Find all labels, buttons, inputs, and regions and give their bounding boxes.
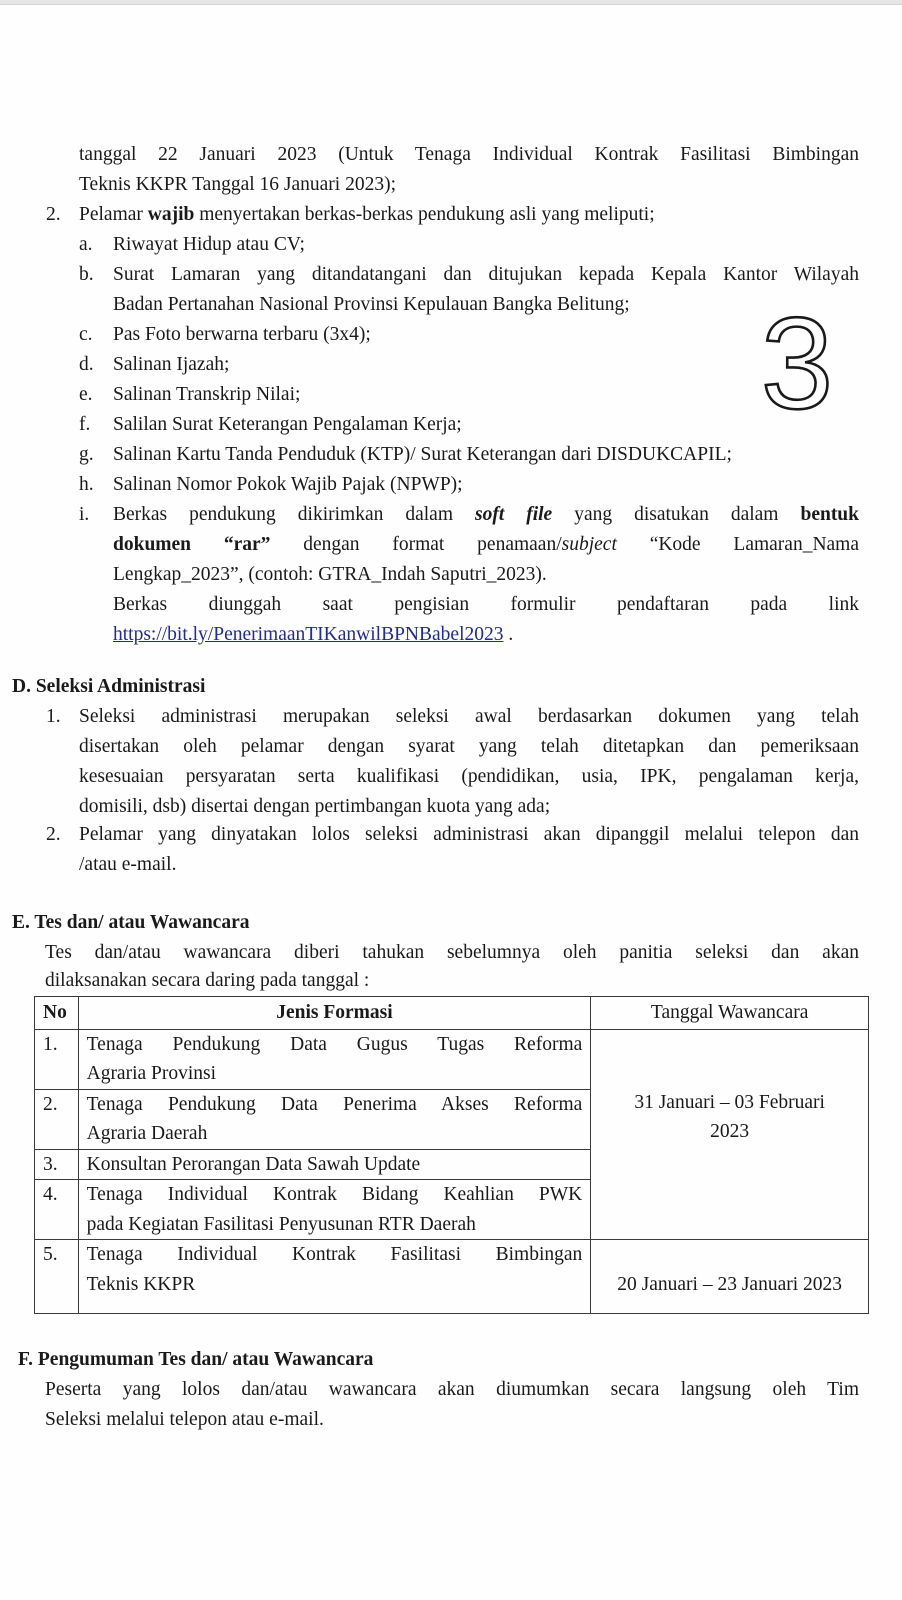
text-run: Berkas pendukung dikirimkan dalam: [113, 504, 475, 525]
list-marker: h.: [79, 474, 94, 495]
subitem-i-line-3: Lengkap_2023”, (contoh: GTRA_Indah Saputri_2023).: [113, 564, 547, 585]
cell-no: 2.: [35, 1089, 79, 1149]
section-f-heading: F. Pengumuman Tes dan/ atau Wawancara: [18, 1349, 374, 1370]
section-d-item-1-line-2: disertakan oleh pelamar dengan syarat yang telah ditetapkan dan pemeriksaan: [79, 736, 859, 757]
section-e-heading: E. Tes dan/ atau Wawancara: [12, 912, 250, 933]
list-marker: a.: [79, 234, 93, 255]
subitem-text: Salinan Kartu Tanda Penduduk (KTP)/ Surat Keterangan dari DISDUKCAPIL;: [113, 444, 732, 465]
interview-schedule-table: [34, 996, 869, 1314]
section-f-line-2: Seleksi melalui telepon atau e-mail.: [45, 1409, 324, 1430]
cell-formasi: [78, 1240, 591, 1314]
section-d-item-2-line-1: Pelamar yang dinyatakan lolos seleksi administrasi akan dipanggil melalui telepon dan: [79, 824, 859, 845]
subitem-text: Salinan Transkrip Nilai;: [113, 384, 301, 405]
emphasis-dokumen-rar: dokumen “rar”: [113, 534, 271, 555]
formasi-line-2: Agraria Daerah: [86, 1123, 208, 1144]
cell-formasi: [78, 1089, 591, 1149]
formasi-line-2: pada Kegiatan Fasilitasi Penyusunan RTR Daerah: [86, 1213, 476, 1235]
table-row: [35, 1029, 869, 1089]
list-marker: f.: [79, 414, 91, 435]
cell-formasi: [78, 1029, 591, 1089]
formasi-line-1: Tenaga Pendukung Data Penerima Akses Reforma: [86, 1093, 583, 1115]
list-marker: 1.: [46, 706, 61, 727]
section-d-heading: D. Seleksi Administrasi: [12, 676, 206, 697]
list-marker: b.: [79, 264, 94, 285]
cell-formasi: [78, 1149, 591, 1180]
cell-no: 3.: [35, 1149, 79, 1180]
list-marker: 2.: [46, 824, 61, 845]
formasi-line-1: Konsultan Perorangan Data Sawah Update: [86, 1153, 421, 1175]
formasi-line-1: Tenaga Individual Kontrak Fasilitasi Bimbingan: [86, 1244, 583, 1265]
section-e-intro-line-1: Tes dan/atau wawancara diberi tahukan sebelumnya oleh panitia seleksi dan akan: [45, 942, 859, 963]
cell-no: 4.: [35, 1180, 79, 1240]
page-number-three-glyph: 3: [760, 300, 834, 420]
cell-no: 5.: [35, 1240, 79, 1314]
section-e-intro-line-2: dilaksanakan secara daring pada tanggal :: [45, 970, 370, 991]
subitem-text: Salilan Surat Keterangan Pengalaman Kerja;: [113, 414, 462, 435]
text-run: dengan format penamaan/: [270, 534, 562, 555]
emphasis-soft-file: soft file: [474, 504, 553, 525]
cell-date-group-1: [591, 1029, 869, 1240]
header-jenis-formasi: Jenis Formasi: [78, 997, 591, 1030]
emphasis-bentuk: bentuk: [800, 504, 859, 525]
text-run: menyertakan berkas-berkas pendukung asli yang meliputi;: [194, 204, 655, 225]
date-group-1-line-1: 31 Januari – 03 Februari: [634, 1091, 825, 1113]
subitem-text: Pas Foto berwarna terbaru (3x4);: [113, 324, 371, 345]
section-d-item-1-line-4: domisili, dsb) disertai dengan pertimbangan kuota yang ada;: [79, 796, 551, 817]
list-marker: g.: [79, 444, 94, 465]
list-marker: 2.: [46, 204, 61, 225]
list-marker: e.: [79, 384, 93, 405]
subitem-i-line-4: Berkas diunggah saat pengisian formulir pendaftaran pada link: [113, 594, 859, 615]
date-group-1-line-2: 2023: [710, 1121, 750, 1143]
cell-formasi: [78, 1180, 591, 1240]
subitem-i-line-5: [113, 620, 513, 650]
text-run: Pelamar: [79, 204, 148, 225]
emphasis-wajib: wajib: [147, 204, 195, 225]
formasi-line-1: Tenaga Individual Kontrak Bidang Keahlian PWK: [86, 1184, 583, 1205]
list-marker: d.: [79, 354, 94, 375]
header-tanggal-wawancara: Tanggal Wawancara: [591, 997, 869, 1030]
continuation-line-2: Teknis KKPR Tanggal 16 Januari 2023);: [79, 174, 396, 195]
cell-no: 1.: [35, 1029, 79, 1089]
subitem-text: Riwayat Hidup atau CV;: [113, 234, 305, 255]
header-no: No: [35, 997, 79, 1030]
table-header-row: [35, 997, 869, 1030]
subitem-text-line-2: Badan Pertanahan Nasional Provinsi Kepulauan Bangka Belitung;: [113, 294, 630, 315]
formasi-line-1: Tenaga Pendukung Data Gugus Tugas Reforma: [86, 1033, 583, 1055]
top-edge-bar: [0, 0, 902, 5]
cell-date-group-2: 20 Januari – 23 Januari 2023: [591, 1240, 869, 1314]
subitem-i-line-1: [113, 500, 859, 530]
formasi-line-2: Teknis KKPR: [86, 1273, 196, 1295]
page-number-overlay: [752, 300, 842, 420]
list-marker: c.: [79, 324, 93, 345]
subitem-text: Salinan Ijazah;: [113, 354, 230, 375]
section-f-line-1: Peserta yang lolos dan/atau wawancara akan diumumkan secara langsung oleh Tim: [45, 1379, 859, 1400]
subitem-i-line-2: [113, 530, 859, 560]
subitem-text: Salinan Nomor Pokok Wajib Pajak (NPWP);: [113, 474, 463, 495]
list-marker: i.: [79, 504, 90, 525]
text-run: “Kode Lamaran_Nama: [616, 534, 859, 555]
section-d-item-2-line-2: /atau e-mail.: [79, 854, 177, 875]
text-run: .: [503, 624, 514, 645]
table-row: [35, 1240, 869, 1314]
emphasis-subject: subject: [561, 534, 617, 555]
section-d-item-1-line-3: kesesuaian persyaratan serta kualifikasi (pendidikan, usia, IPK, pengalaman kerja,: [79, 766, 859, 787]
formasi-line-2: Agraria Provinsi: [86, 1063, 217, 1084]
list-item-2-text: [79, 200, 655, 230]
continuation-line-1: tanggal 22 Januari 2023 (Untuk Tenaga Individual Kontrak Fasilitasi Bimbingan: [79, 144, 859, 165]
registration-form-link[interactable]: https://bit.ly/PenerimaanTIKanwilBPNBabel2023: [113, 624, 504, 645]
subitem-text-line-1: Surat Lamaran yang ditandatangani dan ditujukan kepada Kepala Kantor Wilayah: [113, 264, 859, 285]
text-run: yang disatukan dalam: [552, 504, 801, 525]
section-d-item-1-line-1: Seleksi administrasi merupakan seleksi awal berdasarkan dokumen yang telah: [79, 706, 859, 727]
